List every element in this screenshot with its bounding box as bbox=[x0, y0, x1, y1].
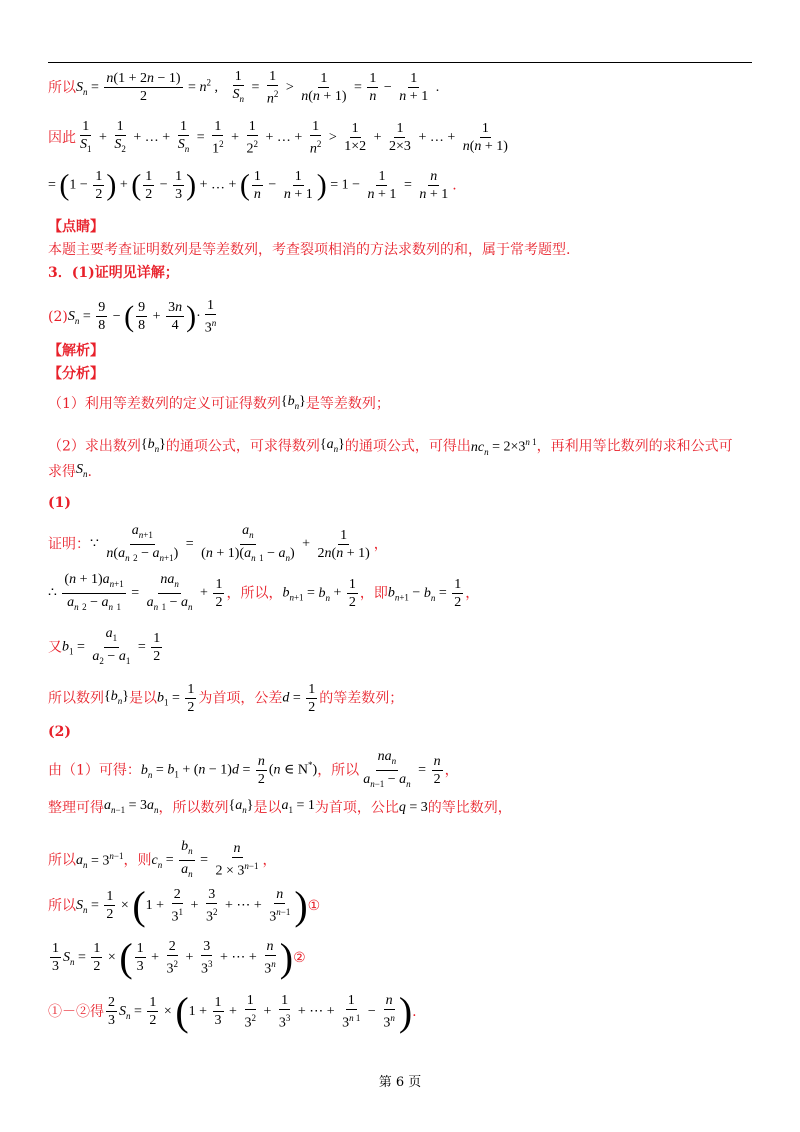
math-ncn: $nc_n = 2\times 3^{n 1}$ bbox=[470, 437, 537, 457]
q3-title: 3．(1)证明见详解； bbox=[48, 265, 179, 281]
math-an-relation: $a_{n-1} = 3a_n$ bbox=[104, 798, 159, 815]
math-sum-1: $S_n$ = $\frac{1}{2}$ × (1 + $\frac{2}{3^1}$ + $\frac{3}{3^2}$ + ⋯ + $\frac{n}{3^{n-1}}$ ) bbox=[76, 882, 308, 928]
circle-2: ② bbox=[293, 949, 306, 966]
math-q: q = 3 bbox=[398, 799, 428, 815]
seq-b: 是以 bbox=[128, 690, 157, 707]
therefore-line: ∴ $\frac{(n + 1)a_{n+1}}{a_n _2 - a_n _1}$ = $na_n$ $a_n$ $_1 - a_n$ + $\frac{1}{2}$ ，所以，$b_{n+1} = b_n$ + $\frac{1}{2}$ ，即$b_{n+1} - b_n$ = $\frac{1}{2}$ ， bbox=[48, 571, 479, 616]
text-ji: ，即 bbox=[359, 585, 388, 602]
math-an-set2: $\{a_n\}$ bbox=[228, 798, 254, 815]
fenxi-line-2 bbox=[48, 432, 733, 461]
fenxi-2b: 的通项公式，可求得数列 bbox=[165, 438, 320, 455]
math-sum-inequality: $\frac{1}{S_1}$ + $\frac{1}{S_2}$ + … + $\frac{1}{S_n}$ = $\frac{1}{1^2}$ + $\frac{1}{2^2}$ + … + $\frac{1}{n^2}$ > $\frac{1}{1\times 2}$ + $\frac{1}{2\times 3}$ + … + $\frac{1}{n(n + 1)}$ bbox=[80, 119, 508, 157]
tidy-c: 是以 bbox=[253, 799, 282, 816]
from-line: 由（1）可得：$b_n = b_1 + (n - 1)d$ = $\frac{n}{2}$ (n ∈ N*)，所以 $na_n$ $a_{n-1} - a_n$ = $\frac{n}{2}$ ， bbox=[48, 748, 459, 793]
line-therefore-sum bbox=[48, 118, 512, 158]
therefore-mid: ，所以， bbox=[226, 585, 283, 602]
diff-line: ①－②得 $\frac{2}{3}$ $S_n$ = $\frac{1}{2}$ × (1 + $\frac{1}{3}$ + $\frac{1}{3^2}$ + $\frac{1}{3^3}$ + ⋯ + $\frac{1}{3^{n 1}}$ − $\frac{n}{3^n}$ ). bbox=[48, 988, 417, 1034]
fenxi-line-3: 求得$S_n$. bbox=[48, 460, 92, 484]
fenxi-2e: 求得 bbox=[48, 463, 76, 480]
math-d-half: d = $\frac{1}{2}$ bbox=[282, 682, 316, 715]
math-proof-recurrence: ∵ $\frac{a_{n+1}}{n(a_n _2 - a_{n+1})}$ = $\frac{a_n}{(n + 1)(a_n _1 - a_n)}$ + $\frac{1}{2n(n + 1)}$ bbox=[90, 523, 370, 563]
math-b1-half: $b_1$ = $\frac{1}{2}$ bbox=[156, 682, 195, 715]
analysis-heading: 【解析】 bbox=[48, 343, 104, 359]
fenxi-2a: （2）求出数列 bbox=[48, 438, 141, 455]
math-a1: $a_1 = 1$ bbox=[281, 798, 315, 815]
math-cn: $c_n$ = $\frac{b_n}{a_n}$ = $\frac{n}{2 \times 3^{n-1}}$ bbox=[151, 839, 259, 880]
sum-line-1 bbox=[48, 882, 321, 928]
fenxi-line-1 bbox=[48, 392, 390, 416]
part2-label: (2) bbox=[48, 724, 71, 740]
so-a: 所以 bbox=[48, 852, 76, 869]
fenxi-2d: ，再利用等比数列的求和公式可 bbox=[536, 438, 733, 455]
comment-heading: 【点睛】 bbox=[48, 219, 104, 235]
math-bn-set3: $\{b_n\}$ bbox=[104, 688, 129, 706]
math-an-set: $\{a_n\}$ bbox=[319, 436, 345, 454]
from-prefix: 由（1）可得： bbox=[48, 762, 141, 779]
math-bn-general: $b_n = b_1 + (n - 1)d$ = $\frac{n}{2}$ (n ∈ N*) bbox=[140, 753, 318, 787]
from-mid: ，所以 bbox=[317, 762, 360, 779]
q3-answer-2 bbox=[48, 297, 220, 337]
proof-prefix: 证明： bbox=[48, 536, 90, 553]
math-sn-answer: $S_n$ = $\frac{9}{8}$ − ( $\frac{9}{8}$ + $\frac{3n}{4}$ )· $\frac{1}{3^n}$ bbox=[67, 298, 217, 336]
text-suoyi: 所以 bbox=[48, 79, 76, 96]
fenxi-heading: 【分析】 bbox=[48, 366, 104, 382]
line-sn-formula bbox=[48, 68, 439, 108]
sum-prefix: 所以 bbox=[48, 897, 76, 914]
math-sn-small: $S_n$ bbox=[76, 462, 88, 479]
math-bn-recurrence: $b_{n+1} = b_n$ + $\frac{1}{2}$ bbox=[282, 576, 356, 610]
math-therefore: ∴ $\frac{(n + 1)a_{n+1}}{a_n _2 - a_n _1}$ = $na_n$ $a_n$ $_1 - a_n$ + $\frac{1}{2}$ bbox=[48, 572, 223, 612]
so-b: ，则 bbox=[123, 852, 152, 869]
tidy-line bbox=[48, 796, 512, 820]
text-part2: (2) bbox=[48, 308, 68, 325]
math-b1: $b_1$ = $\frac{a_1}{a_2 - a_1}$ = $\frac{1}{2}$ bbox=[62, 626, 161, 666]
math-bn-diff: $b_{n+1} - b_n$ = $\frac{1}{2}$ bbox=[387, 576, 462, 610]
fenxi-1b: 是等差数列； bbox=[305, 395, 390, 412]
math-an-general: $a_n = 3^{n-1}$ bbox=[76, 850, 124, 871]
seq-c: 为首项，公差 bbox=[198, 690, 283, 707]
line-telescoping: = (1 − $\frac{1}{2}$ ) + ( $\frac{1}{2}$ − $\frac{1}{3}$ ) + … + ( $\frac{1}{n}$ − $\frac{1}{n + 1}$ ) = 1 − $\frac{1}{n + 1}$ = $\frac{n}{n + 1}$ . bbox=[48, 168, 457, 202]
circle-1: ① bbox=[307, 897, 321, 914]
you-line bbox=[48, 625, 164, 670]
tidy-d: 为首项，公比 bbox=[314, 799, 399, 816]
text-yinci: 因此 bbox=[48, 129, 76, 146]
seq-line bbox=[48, 681, 403, 716]
math-bn-set: $\{b_n\}$ bbox=[280, 394, 306, 411]
seq-a: 所以数列 bbox=[48, 690, 104, 707]
text-you: 又 bbox=[48, 639, 62, 656]
math-telescoping: = (1 − $\frac{1}{2}$ ) + ( $\frac{1}{2}$ − $\frac{1}{3}$ ) + … + ( $\frac{1}{n}$ − $\frac{1}{n + 1}$ ) = 1 − $\frac{1}{n + 1}$ = $\frac{n}{n + 1}$ bbox=[48, 168, 449, 202]
proof-line: 证明：∵ $\frac{a_{n+1}}{n(a_n _2 - a_{n+1})}$ = $\frac{a_n}{(n + 1)(a_n _1 - a_n)}$ + $\frac{1}{2n(n + 1)}$ ， bbox=[48, 522, 388, 567]
so-line: 所以$a_n = 3^{n-1}$，则$c_n$ = $\frac{b_n}{a_n}$ = $\frac{n}{2 \times 3^{n-1}}$ ， bbox=[48, 838, 277, 883]
math-diff: $\frac{2}{3}$ $S_n$ = $\frac{1}{2}$ × (1 + $\frac{1}{3}$ + $\frac{1}{3^2}$ + $\frac{1}{3^3}$ + ⋯ + $\frac{1}{3^{n 1}}$ − $\frac{n}{3^n}$ ) bbox=[108, 988, 413, 1034]
tidy-a: 整理可得 bbox=[48, 799, 104, 816]
fenxi-1a: （1）利用等差数列的定义可证得数列 bbox=[48, 395, 281, 412]
math-sn: $S_n$ = $\frac{n(1 + 2n - 1)}{2}$ = $n^2$ , $\frac{1}{S_n}$ = $\frac{1}{n^2}$ > $\frac{1}{n(n + 1)}$ = $\frac{1}{n}$ − $\frac{1}{n + 1}$ . bbox=[76, 69, 440, 107]
seq-d: 的等差数列； bbox=[319, 690, 404, 707]
header-rule bbox=[48, 62, 752, 63]
math-sum-2: $\frac{1}{3}$ $S_n$ = $\frac{1}{2}$ × ( $\frac{1}{3}$ + $\frac{2}{3^2}$ + $\frac{3}{3^3}$ + ⋯ + $\frac{n}{3^n}$ ) bbox=[52, 934, 294, 980]
part1-label: (1) bbox=[48, 495, 71, 511]
page-footer: 第 6 页 bbox=[378, 1075, 422, 1090]
diff-prefix: ①－②得 bbox=[48, 1003, 104, 1020]
tidy-b: ，所以数列 bbox=[158, 799, 229, 816]
sum-line-2 bbox=[48, 934, 306, 980]
fenxi-2c: 的通项公式，可得出 bbox=[344, 438, 471, 455]
tidy-e: 的等比数列， bbox=[427, 799, 512, 816]
math-bn-set2: $\{b_n\}$ bbox=[140, 436, 166, 454]
comment-text: 本题主要考查证明数列是等差数列，考查裂项相消的方法求数列的和，属于常考题型. bbox=[48, 242, 571, 258]
math-nan-ratio: $na_n$ $a_{n-1} - a_n$ = $\frac{n}{2}$ bbox=[363, 749, 441, 789]
